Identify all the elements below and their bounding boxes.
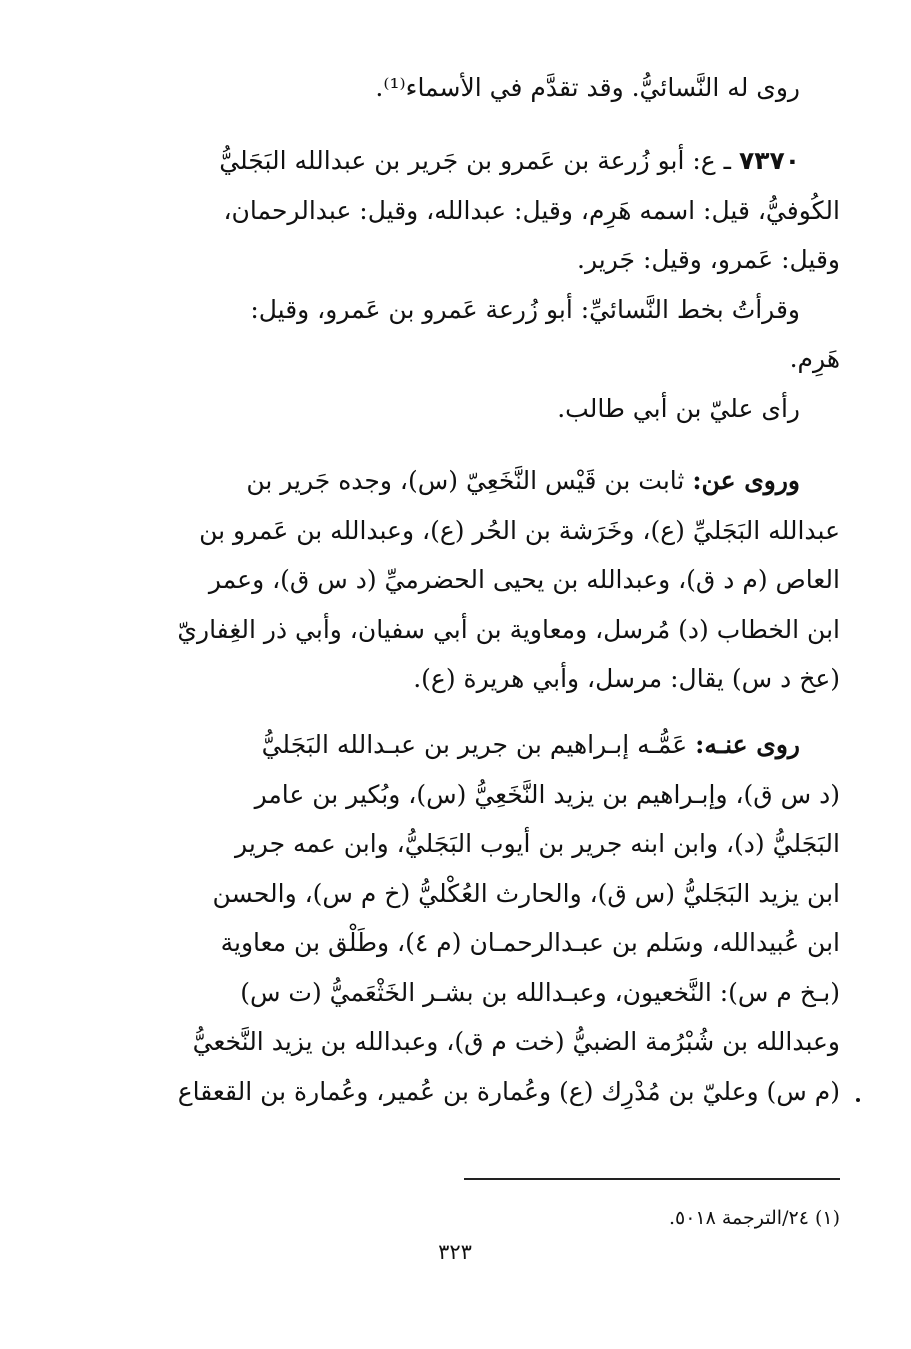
narrated-from-line-4: ابن الخطاب (د) مُرسل، ومعاوية بن أبي سفيان، وأبي ذر الغِفاريّ (177, 614, 840, 644)
narrated-by-line-1 (128, 720, 840, 770)
narrated-from-label: وروى عن: (692, 466, 800, 495)
entry-line-2: الكُوفيُّ، قيل: اسمه هَرِم، وقيل: عبدالله، وقيل: عبدالرحمان، (223, 195, 840, 225)
entry-line-6: رأى عليّ بن أبي طالب. (557, 393, 800, 423)
entry-line-3: وقيل: عَمرو، وقيل: جَرير. (577, 245, 840, 274)
narrated-from-line-1-text: ثابت بن قَيْس النَّخَعِيّ (س)، وجده جَرير بن (246, 466, 685, 495)
narrated-by-line-4: ابن يزيد البَجَليُّ (س ق)، والحارث العُكْليُّ (خ م س)، والحسن (212, 878, 840, 908)
narrated-by-paragraph (128, 720, 840, 1116)
narrated-from-line-1 (128, 456, 840, 506)
entry-line-4: وقرأتُ بخط النَّسائيِّ: أبو زُرعة عَمرو بن عَمرو، وقيل: (250, 294, 800, 324)
entry-line-1-text: ـ ع: أبو زُرعة بن عَمرو بن جَرير بن عبدالله البَجَليُّ (219, 146, 731, 175)
narrated-by-line-6: (بـخ م س): النَّخعيون، وعبـدالله بن بشـر الخَثْعَميُّ (ت س) (240, 977, 840, 1007)
intro-line: روى له النَّسائيُّ. وقد تقدَّم في الأسماء⁽¹⁾. (375, 73, 800, 102)
narrated-from-line-3: العاص (م د ق)، وعبدالله بن يحيى الحضرميِّ (د س ق)، وعمر (208, 565, 840, 594)
margin-dot (856, 1098, 860, 1102)
entry-number: ٧٣٧٠ (738, 146, 800, 175)
narrated-by-line-5: ابن عُبيدالله، وسَلم بن عبـدالرحمـان (م ٤)، وطَلْق بن معاوية (220, 928, 840, 957)
entry-paragraph (128, 136, 840, 433)
narrated-from-line-2: عبدالله البَجَليِّ (ع)، وخَرَشة بن الحُر (ع)، وعبدالله بن عَمرو بن (199, 515, 840, 545)
narrated-by-line-7: وعبدالله بن شُبْرُمة الضبيُّ (خت م ق)، وعبدالله بن يزيد النَّخعيُّ (192, 1027, 840, 1056)
intro-paragraph (128, 63, 840, 113)
narrated-by-label: روى عنـه: (695, 730, 800, 759)
entry-line-1 (128, 136, 840, 186)
narrated-by-line-2: (د س ق)، وإبـراهيم بن يزيد النَّخَعِيُّ (س)، وبُكير بن عامر (254, 779, 840, 809)
narrated-from-line-5: (عخ د س) يقال: مرسل، وأبي هريرة (ع). (413, 664, 840, 693)
entry-line-5: هَرِم. (789, 344, 840, 373)
page-number: ٣٢٣ (438, 1240, 472, 1264)
footnote: (١) ٢٤/الترجمة ٥٠١٨. (668, 1207, 840, 1229)
narrated-by-line-1-text: عَمُّـه إبـراهيم بن جرير بن عبـدالله البَجَليُّ (261, 730, 688, 759)
narrated-from-paragraph (128, 456, 840, 704)
narrated-by-line-8: (م س) وعليّ بن مُدْرِك (ع) وعُمارة بن عُمير، وعُمارة بن القعقاع (177, 1076, 840, 1106)
narrated-by-line-3: البَجَليُّ (د)، وابن ابنه جرير بن أيوب البَجَليُّ، وابن عمه جرير (235, 829, 840, 858)
footnote-divider (464, 1178, 840, 1180)
